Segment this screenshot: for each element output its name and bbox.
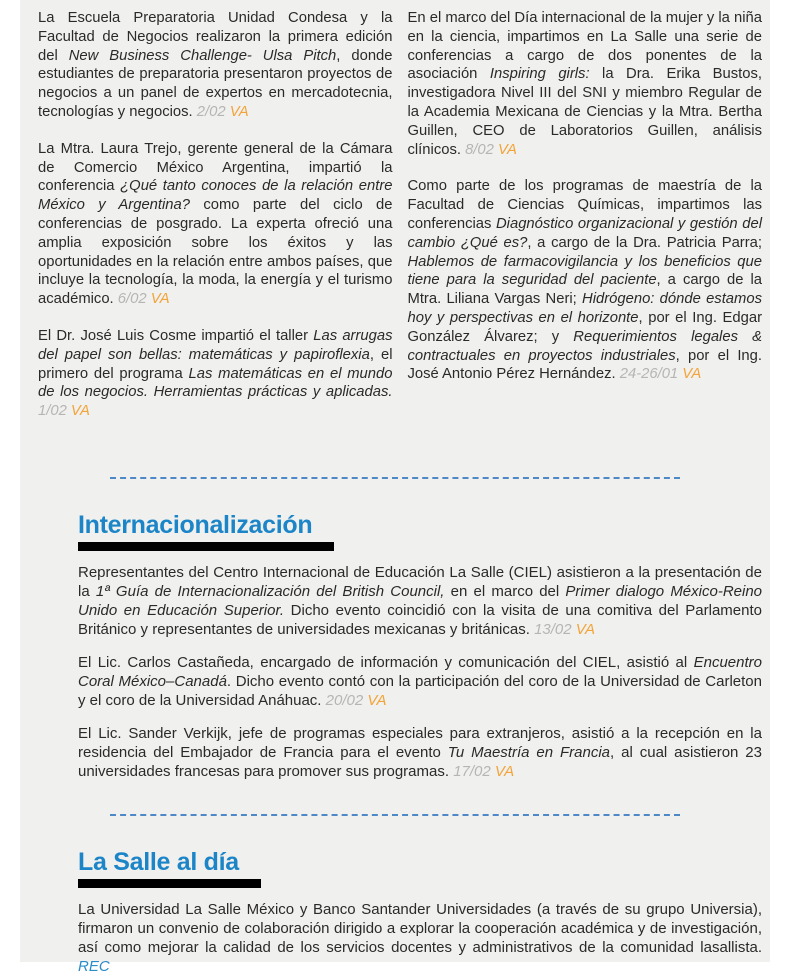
column-right bbox=[408, 9, 763, 421]
credit-tag: VA bbox=[150, 291, 170, 308]
text-run: Representantes del Centro Internacional de Educación La Salle (CIEL) asistieron a la presentación de la bbox=[78, 563, 762, 600]
text-run: Dicho evento coincidió con la visita de una comitiva del Parlamento Británico y representantes de universidades mexicanas y británicas. bbox=[78, 601, 762, 638]
date-label: 24-26/01 bbox=[619, 366, 683, 383]
italic-run: 1ª Guía de Internacionalización del British Council, bbox=[95, 582, 445, 600]
text-run: , a cargo de la Mtra. Liliana Vargas Neri; bbox=[407, 272, 762, 308]
text-run: , donde estudiantes de preparatoria presentaron proyectos de negocios a un panel de expertos en mercadotecnia, tecnologías y negocios. bbox=[38, 47, 393, 120]
italic-run: Las matemáticas en el mundo de los negocios. Herramientas prácticas y aplicadas. bbox=[38, 365, 393, 401]
paragraph bbox=[78, 900, 762, 976]
paragraph bbox=[78, 724, 762, 781]
paragraph bbox=[408, 9, 763, 159]
paragraph bbox=[78, 653, 762, 710]
section-title-internacionalizacion: Internacionalización bbox=[78, 511, 334, 551]
date-label: 1/02 bbox=[38, 403, 71, 420]
credit-tag: VA bbox=[575, 620, 595, 638]
date-label: 6/02 bbox=[117, 291, 151, 308]
credit-tag: VA bbox=[367, 691, 387, 709]
italic-run: Requerimientos legales & contractuales en proyectos industriales bbox=[407, 328, 762, 364]
text-run: . Dicho evento contó con la participación del coro de la Universidad de Carleton y el coro de la Universidad Anáhuac. bbox=[78, 672, 762, 709]
italic-run: New Business Challenge- Ulsa Pitch bbox=[68, 47, 337, 64]
credit-tag: REC bbox=[78, 957, 110, 975]
credit-tag: VA bbox=[229, 103, 249, 120]
italic-run: Tu Maestría en Francia bbox=[447, 743, 611, 761]
text-run: El Dr. José Luis Cosme impartió el taller bbox=[38, 327, 314, 344]
date-label: 20/02 bbox=[325, 691, 368, 709]
column-left bbox=[38, 9, 393, 421]
text-run: , por el Ing. Edgar González Álvarez; y bbox=[407, 309, 762, 345]
text-run: , el primero del programa bbox=[38, 346, 393, 382]
italic-run: Hidrógeno: dónde estamos hoy y perspectivas en el horizonte bbox=[407, 291, 762, 326]
text-run: , al cual asistieron 23 universidades francesas para promover sus programas. bbox=[78, 743, 762, 780]
date-label: 13/02 bbox=[534, 620, 576, 638]
date-label: 2/02 bbox=[196, 103, 230, 120]
paragraph bbox=[38, 9, 393, 122]
italic-run: Hablemos de farmacovigilancia y los beneficios que tiene para la seguridad del paciente bbox=[407, 253, 762, 289]
text-run: La Universidad La Salle México y Banco Santander Universidades (a través de su grupo Universia), firmaron un convenio de colaboración dirigido a explorar la cooperación académica y de investigación, así como mejorar la calidad de los servicios docentes y administrativos de la comunidad lasallista. bbox=[78, 900, 762, 956]
page-background bbox=[20, 0, 770, 975]
credit-tag: VA bbox=[70, 403, 90, 420]
text-run: en el marco del bbox=[444, 582, 566, 600]
date-label: 8/02 bbox=[465, 141, 498, 158]
date-label: 17/02 bbox=[453, 762, 495, 780]
paragraph bbox=[78, 563, 762, 639]
italic-run: Las arrugas del papel son bellas: matemáticas y papiroflexia bbox=[38, 327, 393, 363]
news-columns bbox=[20, 0, 770, 421]
italic-run: Primer dialogo México-Reino Unido en Educación Superior. bbox=[78, 582, 763, 619]
text-run: , a cargo de la Dra. Patricia Parra; bbox=[527, 234, 762, 251]
text-run: la Dra. Erika Bustos, investigadora Nivel III del SNI y miembro Regular de la Academia Mexicana de Ciencias y la Mtra. Bertha Guillen, CEO de Laboratorios Guillen, análisis clínicos. bbox=[407, 66, 763, 158]
section-internacionalizacion bbox=[20, 479, 770, 781]
paragraph bbox=[408, 177, 763, 384]
text-run: Como parte de los programas de maestría de la Facultad de Ciencias Químicas, impartimos las conferencias bbox=[407, 178, 762, 232]
italic-run: Diagnóstico organizacional y gestión del cambio ¿Qué es? bbox=[407, 215, 762, 251]
text-run: La Mtra. Laura Trejo, gerente general de la Cámara de Comercio México Argentina, impartió la conferencia bbox=[38, 140, 393, 195]
text-run: El Lic. Carlos Castañeda, encargado de información y comunicación del CIEL, asistió al bbox=[78, 653, 694, 671]
text-run: como parte del ciclo de conferencias de posgrado. La experta ofreció una amplia exposición sobre los éxitos y las oportunidades en la relación entre ambos países, que incluye la tecnología, la moda, la energía y el turismo académico. bbox=[38, 197, 393, 308]
section-internacionalizacion-body bbox=[78, 563, 762, 781]
credit-tag: VA bbox=[682, 366, 702, 383]
italic-run: Inspiring girls: bbox=[489, 66, 590, 83]
section-la-salle-al-dia-body bbox=[78, 900, 762, 976]
section-title-la-salle-al-dia: La Salle al día bbox=[78, 848, 261, 888]
credit-tag: VA bbox=[494, 762, 515, 780]
text-run: La Escuela Preparatoria Unidad Condesa y la Facultad de Negocios realizaron la primera edición del bbox=[38, 10, 393, 64]
text-run: El Lic. Sander Verkijk, jefe de programas especiales para extranjeros, asistió a la recepción en la residencia del Embajador de Francia para el evento bbox=[78, 724, 762, 761]
italic-run: ¿Qué tanto conoces de la relación entre México y Argentina? bbox=[38, 178, 393, 214]
italic-run: Encuentro Coral México–Canadá bbox=[78, 653, 762, 690]
text-run: En el marco del Día internacional de la mujer y la niña en la ciencia, impartimos en La Salle una serie de conferencias a cargo de dos ponentes de la asociación bbox=[407, 10, 762, 83]
credit-tag: VA bbox=[497, 141, 517, 158]
paragraph bbox=[38, 327, 393, 421]
section-la-salle-al-dia bbox=[20, 816, 770, 976]
paragraph bbox=[38, 140, 393, 309]
text-run: , por el Ing. José Antonio Pérez Hernández. bbox=[407, 347, 763, 383]
